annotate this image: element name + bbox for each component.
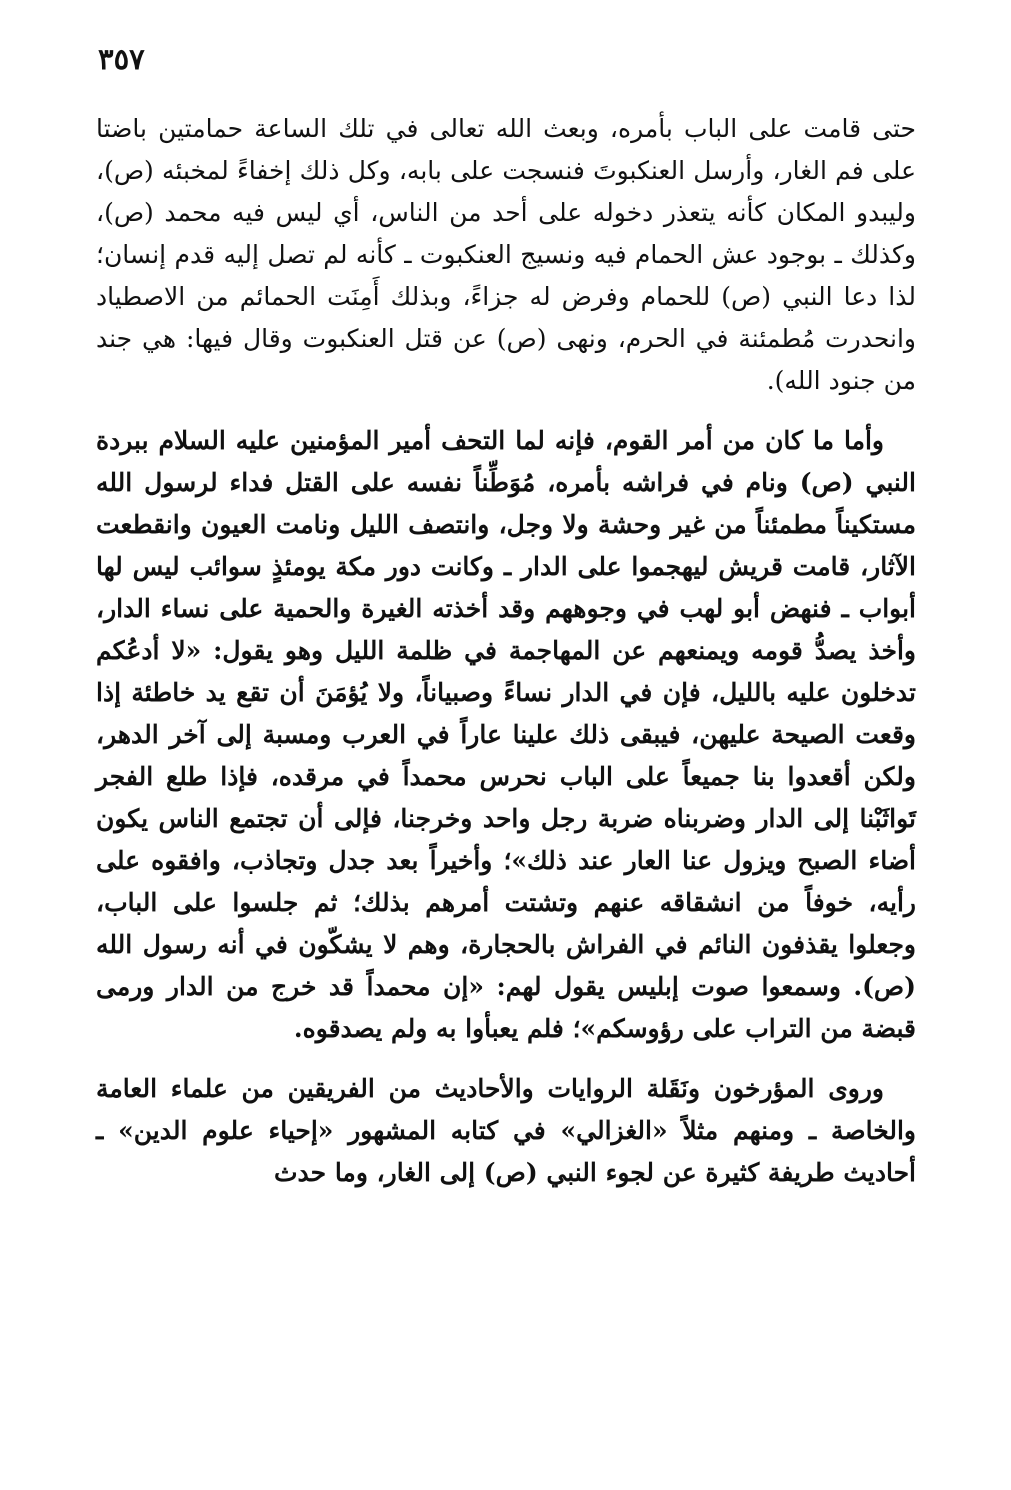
paragraph: وأما ما كان من أمر القوم، فإنه لما التحف أمير المؤمنين عليه السلام ببردة النبي (ص) ونام في فراشه بأمره، مُوَطِّناً نفسه على القتل فداء لرسول الله مستكيناً مطمئناً من غير وحشة ولا وجل، وانتصف الليل ونامت العيون وانقطعت الآثار، قامت قريش ليهجموا على الدار ـ وكانت دور مكة يومئذٍ سوائب ليس لها أبواب ـ فنهض أبو لهب في وجوههم وقد أخذته الغيرة والحمية على نساء الدار، وأخذ يصدُّ قومه ويمنعهم عن المهاجمة في ظلمة الليل وهو يقول: «لا أدعُكم تدخلون عليه بالليل، فإن في الدار نساءً وصبياناً، ولا يُؤمَنَ أن تقع يد خاطئة إذا وقعت الصيحة عليهن، فيبقى ذلك علينا عاراً في العرب ومسبة إلى آخر الدهر، ولكن أقعدوا بنا جميعاً على الباب نحرس محمداً في مرقده، فإذا طلع الفجر تَواثَبْنا إلى الدار وضربناه ضربة رجل واحد وخرجنا، فإلى أن تجتمع الناس يكون أضاء الصبح ويزول عنا العار عند ذلك»؛ وأخيراً بعد جدل وتجاذب، وافقوه على رأيه، خوفاً من انشقاقه عنهم وتشتت أمرهم بذلك؛ ثم جلسوا على الباب، وجعلوا يقذفون النائم في الفراش بالحجارة، وهم لا يشكّون في أنه رسول الله (ص). وسمعوا صوت إبليس يقول لهم: «إن محمداً قد خرج من الدار ورمى قبضة من التراب على رؤوسكم»؛ فلم يعبأوا به ولم يصدقوه. — [96, 426, 916, 1043]
page-number: ٣٥٧ — [98, 42, 145, 76]
paragraph: حتى قامت على الباب بأمره، وبعث الله تعالى في تلك الساعة حمامتين باضتا على فم الغار، وأرسل العنكبوتَ فنسجت على بابه، وكل ذلك إخفاءً لمخبئه (ص)، وليبدو المكان كأنه يتعذر دخوله على أحد من الناس، أي ليس فيه محمد (ص)، وكذلك ـ بوجود عش الحمام فيه ونسيج العنكبوت ـ كأنه لم تصل إليه قدم إنسان؛ لذا دعا النبي (ص) للحمام وفرض له جزاءً، وبذلك أَمِنَت الحمائم من الاصطياد وانحدرت مُطمئنة في الحرم، ونهى (ص) عن قتل العنكبوت وقال فيها: هي جند من جنود الله). — [96, 114, 916, 395]
paragraph: وروى المؤرخون ونَقَلة الروايات والأحاديث من الفريقين من علماء العامة والخاصة ـ ومنهم مثلاً «الغزالي» في كتابه المشهور «إحياء علوم الدين» ـ أحاديث طريفة كثيرة عن لجوء النبي (ص) إلى الغار، وما حدث — [96, 1074, 916, 1187]
body-text — [96, 108, 916, 1194]
